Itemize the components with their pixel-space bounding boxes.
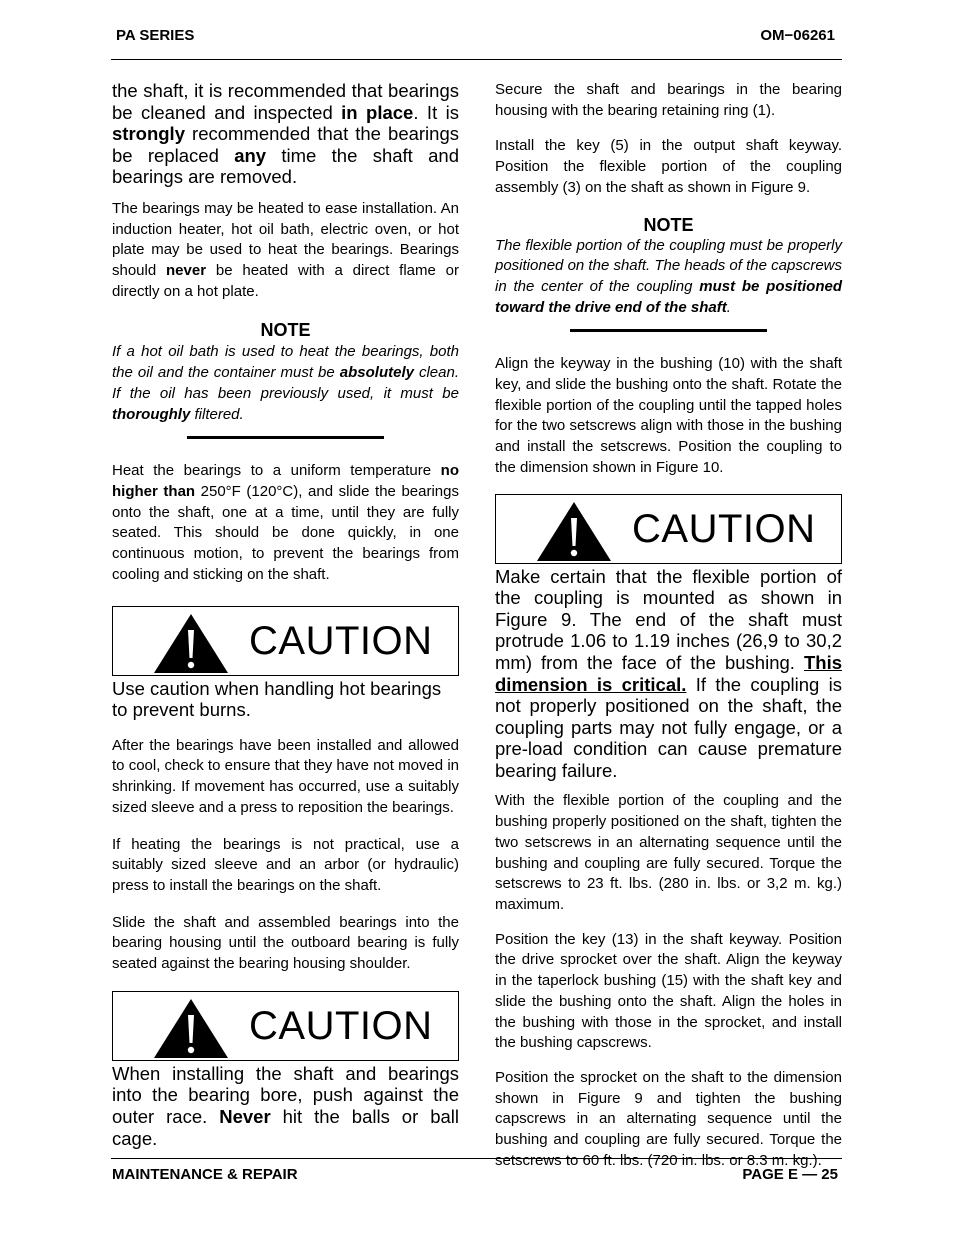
header-doc-number: OM−06261 bbox=[760, 27, 835, 44]
caution-label: CAUTION bbox=[632, 506, 816, 551]
right-paragraph-6: Position the sprocket on the shaft to the dimension shown in Figure 9 and tighten the bushing capscrews in an alternating sequence until the bushing and coupling are fully secured. Torque the setscrews to 60 ft. lbs. (720 in. lbs. or 8.3 m. kg.). bbox=[495, 1068, 842, 1169]
left-paragraph-1: the shaft, it is recommended that bearings be cleaned and inspected in place. It is strongly recommended that the bearings be replaced any time the shaft and bearings are removed. bbox=[112, 80, 459, 188]
note-end-rule bbox=[570, 329, 767, 332]
right-paragraph-1: Secure the shaft and bearings in the bearing housing with the bearing retaining ring (1). bbox=[495, 81, 842, 119]
note-body: The flexible portion of the coupling must be properly positioned on the shaft. The heads of the capscrews in the center of the coupling must be positioned toward the drive end of the shaft. bbox=[495, 236, 842, 316]
header-rule bbox=[111, 59, 842, 60]
left-paragraph-6: Slide the shaft and assembled bearings into the bearing housing until the outboard bearing is fully seated against the bearing housing shoulder. bbox=[112, 913, 459, 973]
caution-box bbox=[112, 606, 459, 676]
warning-triangle-icon bbox=[153, 997, 229, 1059]
right-paragraph-2: Install the key (5) in the output shaft keyway. Position the flexible portion of the coupling assembly (3) on the shaft as shown in Figure 9. bbox=[495, 137, 842, 196]
note-title: NOTE bbox=[260, 320, 311, 341]
caution-text: Use caution when handling hot bearings to prevent burns. bbox=[112, 677, 442, 721]
caution-label: CAUTION bbox=[249, 1003, 433, 1048]
footer-page-number: PAGE E — 25 bbox=[742, 1166, 838, 1183]
caution-box bbox=[112, 991, 459, 1061]
caution-box bbox=[495, 494, 842, 564]
left-paragraph-5: If heating the bearings is not practical, use a suitably sized sleeve and an arbor (or hydraulic) press to install the bearings on the shaft. bbox=[112, 835, 459, 894]
left-paragraph-3: Heat the bearings to a uniform temperature no higher than 250°F (120°C), and slide the bearings onto the shaft, one at a time, until they are fully seated. This should be done quickly, in one continuous motion, to prevent the bearings from cooling and sticking on the shaft. bbox=[112, 462, 459, 583]
right-paragraph-5: Position the key (13) in the shaft keyway. Position the drive sprocket over the shaft. Align the keyway in the taperlock bushing (15) with the shaft key and slide the bushing onto the shaft. Align the holes in the bushing with those in the sprocket, and install the bushing capscrews. bbox=[495, 930, 842, 1052]
footer-section: MAINTENANCE & REPAIR bbox=[112, 1166, 298, 1183]
left-paragraph-2: The bearings may be heated to ease installation. An induction heater, hot oil bath, electric oven, or hot plate may be used to heat the bearings. Bearings should never be heated with a direct flame or directly on a hot plate. bbox=[112, 199, 459, 300]
caution-text: When installing the shaft and bearings into the bearing bore, push against the outer race. Never hit the balls or ball cage. bbox=[112, 1062, 459, 1149]
right-paragraph-3: Align the keyway in the bushing (10) with the shaft key, and slide the bushing onto the shaft. Rotate the flexible portion of the coupling until the tapped holes for the two setscrews align with those in the bushing and install the setscrews. Position the coupling to the dimension shown in Figure 10. bbox=[495, 355, 842, 476]
caution-text: Make certain that the flexible portion of the coupling is mounted as shown in Figure 9. The end of the shaft must protrude 1.06 to 1.19 inches (26,9 to 30,2 mm) from the face of the bushing. This dimension is critical. If the coupling is not properly positioned on the shaft, the coupling parts may not fully engage, or a pre-load condition can cause premature bearing failure. bbox=[495, 565, 842, 781]
note-title: NOTE bbox=[643, 214, 694, 235]
note-body: If a hot oil bath is used to heat the bearings, both the oil and the container must be absolutely clean. If the oil has been previously used, it must be thoroughly filtered. bbox=[112, 343, 459, 423]
header-series: PA SERIES bbox=[116, 27, 195, 44]
right-paragraph-4: With the flexible portion of the coupling and the bushing properly positioned on the shaft, tighten the two setscrews in an alternating sequence until the bushing and coupling are fully secured. Torque the setscrews to 23 ft. lbs. (280 in. lbs. or 3,2 m. kg.) maximum. bbox=[495, 792, 842, 913]
note-end-rule bbox=[187, 436, 384, 439]
right-note bbox=[495, 214, 842, 333]
right-column bbox=[495, 80, 842, 1171]
left-column bbox=[112, 80, 459, 1149]
footer-rule bbox=[111, 1158, 842, 1159]
left-note bbox=[112, 319, 459, 439]
warning-triangle-icon bbox=[153, 612, 229, 674]
left-paragraph-4: After the bearings have been installed and allowed to cool, check to ensure that they have not moved in shrinking. If movement has occurred, use a suitably sized sleeve and a press to reposition the bearings. bbox=[112, 736, 459, 816]
warning-triangle-icon bbox=[536, 500, 612, 562]
caution-label: CAUTION bbox=[249, 618, 433, 663]
